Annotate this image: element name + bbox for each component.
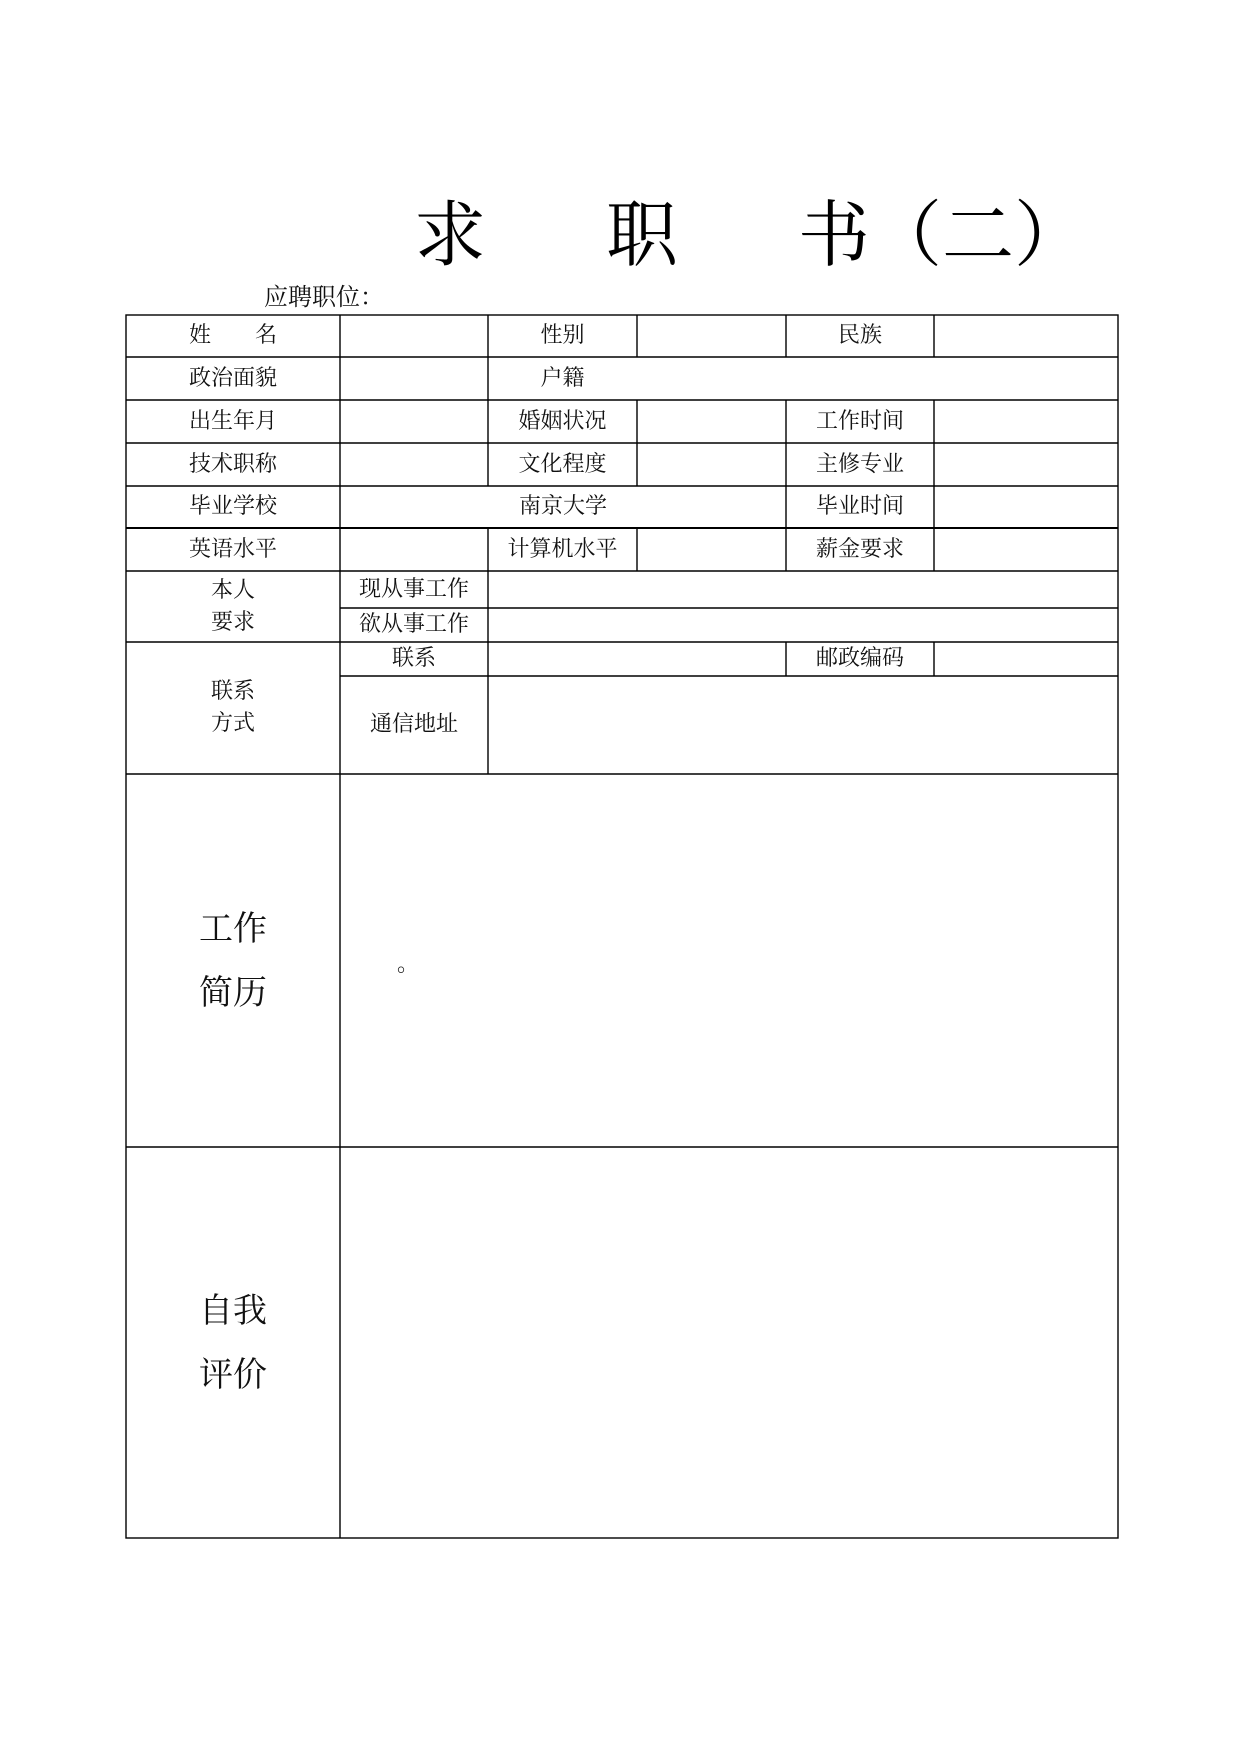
title-char-2: 职 [606, 193, 679, 277]
desired-job-label: 欲从事工作 [358, 612, 469, 637]
english-field[interactable] [340, 528, 488, 571]
position-label: 应聘职位： [264, 283, 384, 311]
requirements-label-line1: 本人 [210, 577, 255, 603]
hukou-label: 户籍 [540, 365, 585, 391]
tech-title-label: 技术职称 [188, 451, 277, 477]
tech-title-field[interactable] [340, 443, 488, 486]
politics-field[interactable] [340, 357, 488, 400]
marital-field[interactable] [637, 400, 786, 443]
gender-label: 性别 [540, 323, 585, 348]
current-job-label: 现从事工作 [358, 576, 469, 602]
name-label: 姓 名 [188, 323, 277, 348]
address-field[interactable] [488, 676, 1118, 774]
computer-field[interactable] [637, 528, 786, 571]
marital-label: 婚姻状况 [518, 408, 607, 434]
school-label: 毕业学校 [188, 494, 277, 519]
english-label: 英语水平 [188, 536, 277, 562]
contact-label-line1: 联系 [210, 679, 255, 704]
title-char-3: 书（二） [798, 193, 1087, 277]
address-label: 通信地址 [369, 712, 458, 737]
contact-label [126, 642, 340, 774]
work-history-content: 。 [397, 952, 420, 977]
requirements-label-line2: 要求 [210, 609, 255, 635]
name-field[interactable] [340, 315, 488, 357]
self-eval-field[interactable] [340, 1147, 1118, 1538]
birth-field[interactable] [340, 400, 488, 443]
education-field[interactable] [637, 443, 786, 486]
computer-label: 计算机水平 [507, 536, 618, 562]
birth-label: 出生年月 [188, 408, 277, 434]
ethnicity-label: 民族 [837, 323, 882, 348]
work-history-label [126, 774, 340, 1147]
self-eval-label-line2: 评价 [199, 1354, 267, 1395]
contact-label-line2: 方式 [210, 711, 255, 736]
work-history-field[interactable] [340, 774, 1118, 1147]
major-field[interactable] [934, 443, 1118, 486]
education-label: 文化程度 [518, 451, 607, 477]
major-label: 主修专业 [815, 451, 904, 477]
salary-field[interactable] [934, 528, 1118, 571]
salary-label: 薪金要求 [815, 536, 904, 562]
postcode-field[interactable] [934, 642, 1118, 676]
self-eval-label [126, 1147, 340, 1538]
phone-label: 联系 [391, 646, 436, 671]
work-history-label-line2: 简历 [199, 972, 267, 1013]
current-job-field[interactable] [488, 571, 1118, 608]
politics-label: 政治面貌 [188, 365, 277, 391]
title-char-1: 求 [414, 193, 487, 277]
school-value[interactable]: 南京大学 [518, 494, 607, 519]
gradtime-field[interactable] [934, 486, 1118, 528]
gradtime-label: 毕业时间 [815, 494, 904, 519]
gender-field[interactable] [637, 315, 786, 357]
phone-field[interactable] [488, 642, 786, 676]
desired-job-field[interactable] [488, 608, 1118, 642]
worktime-field[interactable] [934, 400, 1118, 443]
worktime-label: 工作时间 [815, 408, 904, 434]
postcode-label: 邮政编码 [815, 646, 904, 671]
requirements-label [126, 571, 340, 642]
self-eval-label-line1: 自我 [199, 1290, 267, 1331]
ethnicity-field[interactable] [934, 315, 1118, 357]
work-history-label-line1: 工作 [199, 908, 267, 949]
hukou-field[interactable] [637, 357, 1118, 400]
